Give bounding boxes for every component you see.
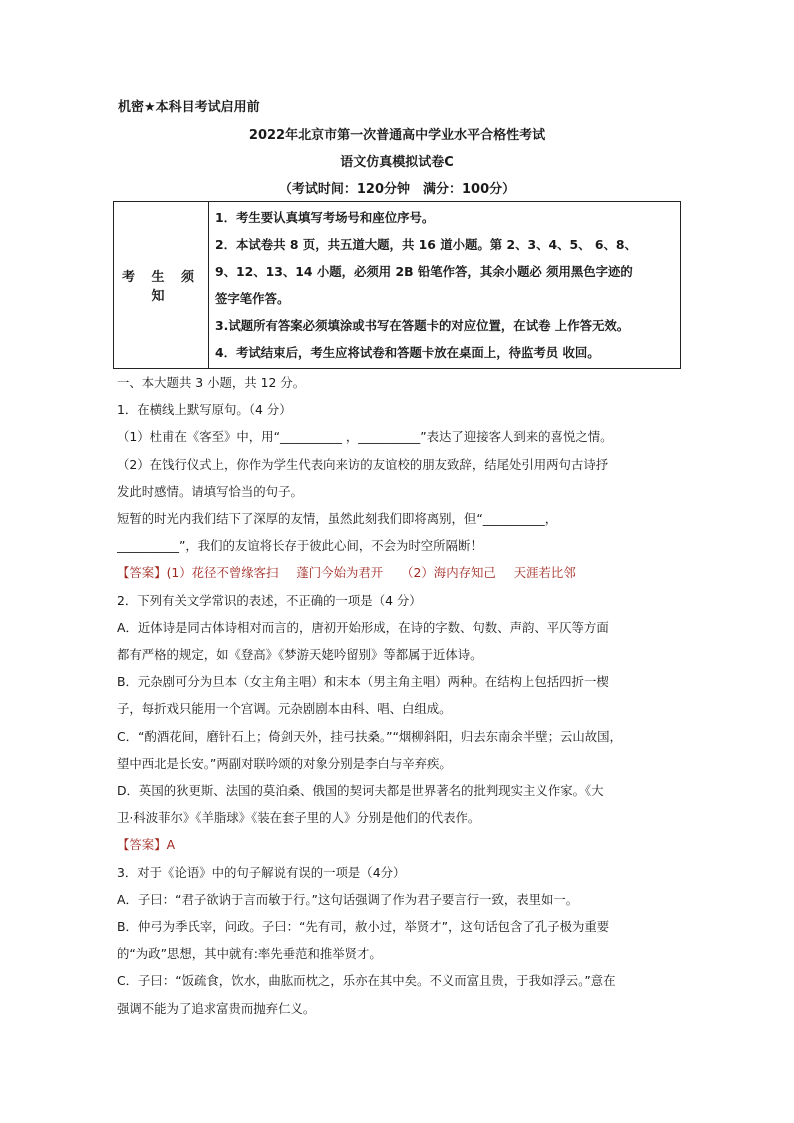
question-2-option-b-cont: 子，每折戏只能用一个宫调。元杂剧剧本由科、唱、白组成。 <box>117 701 452 717</box>
notice-item: 2．本试卷共 8 页，共五道大题，共 16 道小题。第 2、3、4、5、 6、8、 <box>215 237 637 252</box>
exam-title: 2022年北京市第一次普通高中学业水平合格性考试 <box>248 128 546 143</box>
question-2-option-d-cont: 卫·科波菲尔》《羊脂球》《装在套子里的人》分别是他们的代表作。 <box>117 810 481 826</box>
question-1-part-2: （2）在饯行仪式上，你作为学生代表向来访的友谊校的朋友致辞，结尾处引用两句古诗抒 <box>117 456 609 472</box>
exam-body <box>117 369 687 1022</box>
question-2-option-c: C．“酌酒花间，磨针石上；倚剑天外，挂弓扶桑。”“烟柳斜阳，归去东南余半壁；云山故国， <box>117 728 622 744</box>
question-3-stem: 3．对于《论语》中的句子解说有误的一项是（4分） <box>117 864 406 880</box>
notice-item: 9、12、13、14 小题，必须用 2B 铅笔作答，其余小题必 须用黑色字迹的 <box>215 264 633 279</box>
question-1-part-1: （1）杜甫在《客至》中，用“__________ ，__________”表达了迎接客人到来的喜悦之情。 <box>117 429 613 445</box>
notice-item: 3.试题所有答案必须填涂或书写在答题卡的对应位置，在试卷 上作答无效。 <box>215 318 630 333</box>
question-2-stem: 2．下列有关文学常识的表述，不正确的一项是（4 分） <box>117 592 422 608</box>
question-3-option-c: C．子曰：“饭疏食，饮水，曲肱而枕之，乐亦在其中矣。不义而富且贵，于我如浮云。”意在 <box>117 973 616 989</box>
answer-tag: 【答案】 <box>117 565 167 581</box>
notice-item: 1．考生要认真填写考场号和座位序号。 <box>215 210 435 225</box>
question-2-option-a-cont: 都有严格的规定，如《登高》《梦游天姥吟留别》等都属于近体诗。 <box>117 647 483 663</box>
question-1-part-2-cont: 发此时感情。请填写恰当的句子。 <box>117 483 303 499</box>
question-2-option-b: B．元杂剧可分为旦本（女主角主唱）和末本（男主角主唱）两种。在结构上包括四折一楔 <box>117 674 609 690</box>
exam-info: （考试时间：120分钟 满分：100分） <box>278 182 516 197</box>
candidate-notice-table <box>113 201 681 369</box>
question-1-answer <box>117 559 687 586</box>
answer-part: (1）花径不曾缘客扫 <box>166 565 279 581</box>
question-3-option-a: A．子曰：“君子欲讷于言而敏于行。”这句话强调了作为君子要言行一致，表里如一。 <box>117 891 579 907</box>
question-1-speech: 短暂的时光内我们结下了深厚的友情，虽然此刻我们即将离别，但“__________， <box>117 511 558 527</box>
question-2-answer <box>117 831 687 858</box>
question-1-speech-cont: __________”，我们的友谊将长存于彼此心间，不会为时空所隔断！ <box>117 538 483 554</box>
question-2-option-c-cont: 望中西北是长安。”两副对联吟颂的对象分别是李白与辛弃疾。 <box>117 755 452 771</box>
answer-part: （2）海内存知己 <box>401 565 496 581</box>
answer-value: A <box>166 837 176 853</box>
notice-items <box>209 202 681 369</box>
answer-part: 天涯若比邻 <box>513 565 576 581</box>
exam-subtitle: 语文仿真模拟试卷C <box>340 155 454 170</box>
question-2-option-a: A．近体诗是同古体诗相对而言的，唐初开始形成，在诗的字数、句数、声韵、平仄等方面 <box>117 619 609 635</box>
question-3-option-b-cont: 的“为政”思想，其中就有:率先垂范和推举贤才。 <box>117 946 382 962</box>
question-3-option-b: B．仲弓为季氏宰，问政。子曰：“先有司，赦小过，举贤才”，这句话包含了孔子极为重要 <box>117 919 610 935</box>
answer-tag: 【答案】 <box>117 837 167 853</box>
section-heading: 一、本大题共 3 小题，共 12 分。 <box>117 375 306 390</box>
notice-item: 4．考试结束后，考生应将试卷和答题卡放在桌面上，待监考员 收回。 <box>215 345 600 360</box>
answer-part: 蓬门今始为君开 <box>296 565 384 581</box>
notice-label: 考 生 须 知 <box>114 202 209 369</box>
notice-item: 签字笔作答。 <box>215 291 290 306</box>
confidential-label: 机密★本科目考试启用前 <box>118 100 260 115</box>
question-3-option-c-cont: 强调不能为了追求富贵而抛弃仁义。 <box>117 1000 316 1016</box>
question-1-stem: 1．在横线上默写原句。（4 分） <box>117 402 292 418</box>
question-2-option-d: D．英国的狄更斯、法国的莫泊桑、俄国的契诃夫都是世界著名的批判现实主义作家。《大 <box>117 783 604 799</box>
